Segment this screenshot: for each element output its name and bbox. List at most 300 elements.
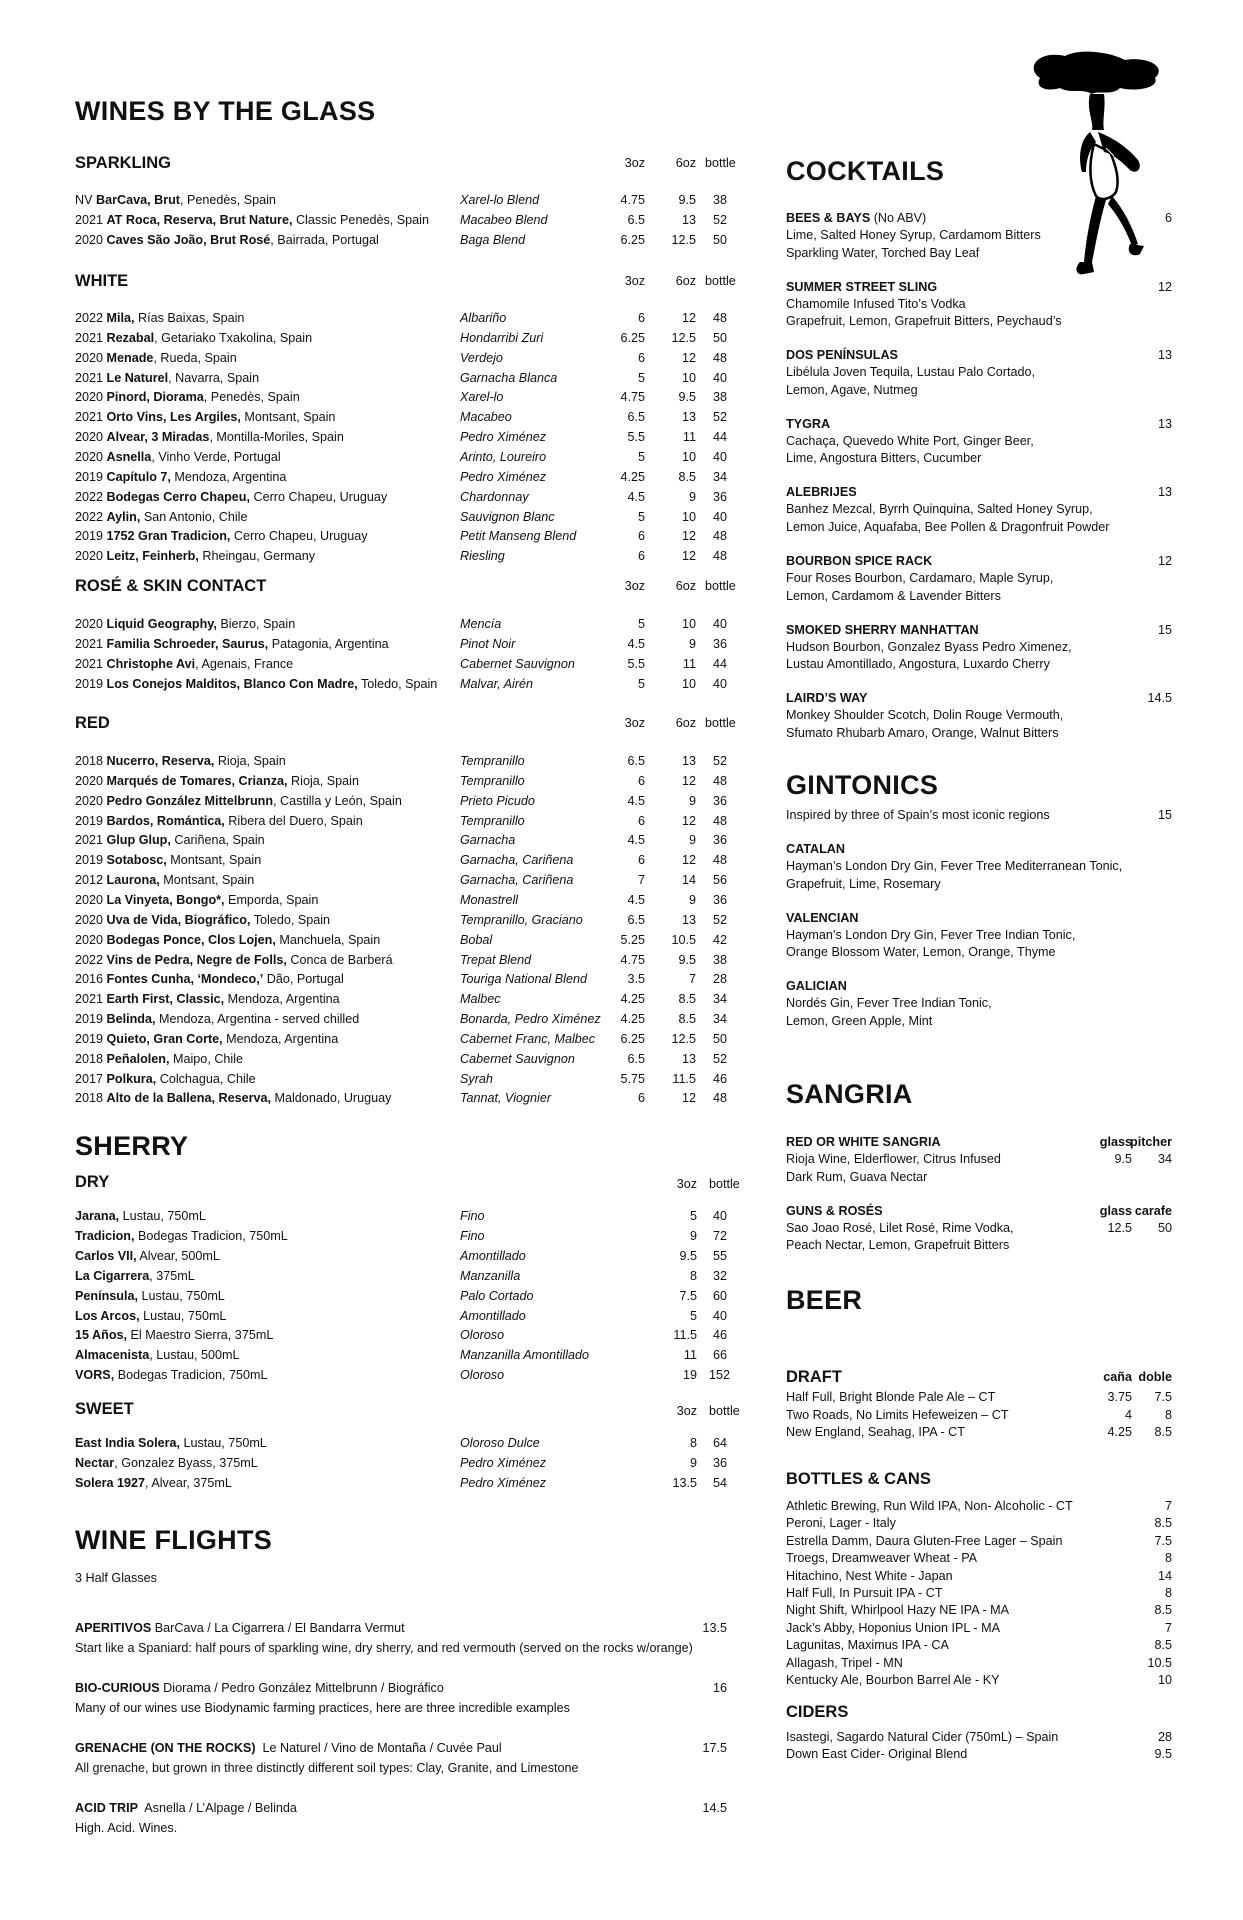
sherry-section-title: SWEET — [75, 1400, 134, 1418]
sherry-price-3oz: 19 — [682, 1368, 697, 1383]
sherry-style: Oloroso — [460, 1368, 505, 1383]
cocktails-title: COCKTAILS — [786, 156, 945, 186]
flight-item — [75, 1798, 727, 1838]
flight-price: 14.5 — [702, 1801, 727, 1815]
sangria-item — [786, 1133, 1172, 1186]
wine-region: Cerro Chapeu, Uruguay — [230, 529, 368, 544]
wine-year: 2020 — [75, 773, 107, 788]
flight-item — [75, 1678, 727, 1718]
wine-producer: Menade — [106, 350, 154, 365]
wine-price: 4.25 — [620, 1012, 645, 1027]
sherry-price-3oz: 8 — [689, 1436, 697, 1450]
cocktail-price: 12 — [1157, 554, 1172, 568]
wine-price: 36 — [712, 793, 727, 808]
sherry-name — [75, 1287, 225, 1305]
draft-title: DRAFT — [786, 1368, 842, 1386]
sherry-style: Amontillado — [460, 1248, 526, 1263]
wine-price: 48 — [712, 773, 727, 788]
sherry-price-3oz: 5 — [689, 1209, 697, 1223]
wine-price: 34 — [712, 1012, 727, 1027]
cocktail-name: BOURBON SPICE RACK — [786, 554, 933, 568]
wine-row — [75, 851, 727, 869]
sherry-label: Península, — [75, 1288, 138, 1303]
wine-price: 48 — [712, 529, 727, 544]
wines-title: WINES BY THE GLASS — [75, 96, 376, 126]
bottle-row — [786, 1549, 1172, 1567]
beer-price-cana: 4.25 — [1107, 1425, 1132, 1439]
wine-year: 2020 — [75, 449, 107, 464]
gintonic-item — [786, 840, 1172, 893]
wine-row — [75, 329, 727, 347]
wine-region: Dão, Portugal — [263, 972, 344, 987]
wine-price: 40 — [712, 676, 727, 691]
wine-price: 6 — [637, 1091, 645, 1106]
wine-section-title: SPARKLING — [75, 154, 171, 172]
beer-price: 8.5 — [1154, 1638, 1172, 1653]
wine-price: 9 — [688, 793, 696, 808]
wine-region: Mendoza, Argentina - served chilled — [155, 1012, 360, 1027]
draft-col-cana: caña — [1103, 1370, 1132, 1384]
sherry-price-3oz: 5 — [689, 1308, 697, 1323]
sangria-ingredients: Sao Joao Rosé, Lilet Rosé, Rime Vodka, — [786, 1220, 1014, 1235]
sherry-producer: Bodegas Tradicion, 750mL — [114, 1368, 268, 1383]
sherry-label: East India Solera, — [75, 1436, 180, 1450]
sherry-price-bottle: 40 — [712, 1209, 727, 1223]
sherry-style: Amontillado — [460, 1308, 526, 1323]
sangria-ingredients: Rioja Wine, Elderflower, Citrus Infused — [786, 1152, 1001, 1166]
column-header-2: bottle — [705, 156, 736, 170]
cocktail-price: 13 — [1157, 348, 1172, 363]
wine-name — [75, 547, 315, 565]
wine-price: 50 — [712, 1031, 727, 1046]
beer-price: 10.5 — [1147, 1655, 1172, 1670]
woman-figure-illustration — [1020, 48, 1170, 283]
sherry-label: Tradicion, — [75, 1228, 135, 1243]
sherry-price-3oz: 9 — [689, 1455, 697, 1470]
beer-name: Kentucky Ale, Bourbon Barrel Ale - KY — [786, 1673, 1000, 1687]
bottle-row — [786, 1514, 1172, 1532]
wine-price: 38 — [712, 390, 727, 405]
wine-grape: Tempranillo, Graciano — [460, 912, 583, 927]
sherry-style: Manzanilla — [460, 1268, 521, 1283]
gintonic-name: GALICIAN — [786, 979, 847, 993]
wine-price: 34 — [712, 992, 727, 1007]
wine-row — [75, 448, 727, 466]
column-header-1: 6oz — [675, 716, 696, 730]
wine-price: 4.25 — [620, 469, 645, 484]
wine-price: 3.5 — [627, 972, 645, 987]
sherry-row — [75, 1207, 727, 1225]
wine-grape: Verdejo — [460, 350, 503, 365]
beer-price: 8.5 — [1154, 1603, 1172, 1618]
wine-price: 5 — [637, 509, 645, 524]
wine-price: 7 — [637, 873, 645, 888]
wine-name — [75, 211, 429, 229]
cocktail-price: 14.5 — [1147, 691, 1172, 706]
wine-price: 6 — [637, 529, 645, 544]
wine-grape: Bobal — [460, 932, 493, 947]
gintonic-name: CATALAN — [786, 842, 845, 856]
wine-price: 12 — [681, 1091, 696, 1106]
wine-price: 13 — [681, 410, 696, 425]
flight-price: 16 — [712, 1681, 727, 1695]
sherry-style: Fino — [460, 1228, 485, 1243]
wine-grape: Macabeo Blend — [460, 212, 548, 227]
wine-grape: Bonarda, Pedro Ximénez — [460, 1012, 601, 1027]
cocktail-note: (No ABV) — [870, 211, 927, 225]
wine-year: 2012 — [75, 873, 107, 888]
wine-name — [75, 488, 387, 506]
wine-name — [75, 448, 281, 466]
flight-item — [75, 1738, 727, 1778]
wine-grape: Pinot Noir — [460, 636, 516, 651]
gintonic-item — [786, 977, 1172, 1030]
wine-region: Montsant, Spain — [240, 410, 336, 425]
sherry-label: Jarana, — [75, 1209, 120, 1223]
wine-producer: Aylin, — [106, 509, 141, 524]
cocktail-ingredients: Lime, Salted Honey Syrup, Cardamom Bitters — [786, 228, 1041, 242]
wine-grape: Prieto Picudo — [460, 793, 535, 808]
wine-column-header — [75, 272, 736, 290]
wine-grape: Malbec — [460, 992, 501, 1007]
wine-region: , Navarra, Spain — [168, 370, 260, 385]
sherry-row — [75, 1227, 727, 1245]
wine-row — [75, 1010, 727, 1028]
wine-price: 12.5 — [671, 232, 696, 247]
wine-price: 50 — [712, 232, 727, 247]
wine-region: , Vinho Verde, Portugal — [151, 449, 281, 464]
wine-name — [75, 1070, 256, 1088]
cocktail-ingredients: Monkey Shoulder Scotch, Dolin Rouge Vermouth, — [786, 708, 1064, 723]
sherry-name — [75, 1454, 258, 1472]
wine-price: 10 — [681, 509, 696, 524]
sherry-name — [75, 1207, 206, 1225]
wine-name — [75, 851, 261, 869]
wine-row — [75, 951, 727, 969]
wine-price: 9.5 — [678, 952, 696, 967]
wine-price: 5.25 — [620, 932, 645, 947]
cocktail-name: SMOKED SHERRY MANHATTAN — [786, 622, 979, 637]
beer-name: Estrella Damm, Daura Gluten-Free Lager – Spain — [786, 1533, 1063, 1548]
wine-region: , Penedès, Spain — [180, 193, 276, 207]
beer-name: Allagash, Tripel - MN — [786, 1655, 903, 1670]
wine-price: 6.5 — [627, 410, 645, 425]
sherry-price-bottle: 66 — [712, 1348, 727, 1363]
cocktail-item — [786, 483, 1172, 536]
cocktail-name: BEES & BAYS — [786, 211, 871, 225]
wine-producer: Rezabal — [106, 330, 155, 345]
cocktail-item — [786, 415, 1172, 468]
wine-price: 5 — [637, 617, 645, 631]
sherry-style: Palo Cortado — [460, 1288, 534, 1303]
sherry-price-3oz: 9.5 — [679, 1248, 697, 1263]
cider-name: Isastegi, Sagardo Natural Cider (750mL) – Spain — [786, 1730, 1059, 1744]
wine-row — [75, 772, 727, 790]
wine-producer: Nucerro, Reserva, — [106, 754, 215, 768]
wine-name — [75, 468, 286, 486]
sherry-style: Pedro Ximénez — [460, 1455, 547, 1470]
wine-price: 4.25 — [620, 992, 645, 1007]
wine-price: 52 — [712, 1051, 727, 1066]
beer-name: Night Shift, Whirlpool Hazy NE IPA - MA — [786, 1603, 1010, 1618]
wine-producer: Alvear, 3 Miradas — [106, 430, 210, 445]
wine-price: 13 — [681, 912, 696, 927]
wine-producer: Orto Vins, Les Argiles, — [106, 410, 241, 425]
sangria-price-2: 34 — [1157, 1152, 1172, 1166]
wine-column-header — [75, 577, 736, 595]
sherry-price-bottle: 55 — [712, 1248, 727, 1263]
cocktail-ingredients: Lemon Juice, Aquafaba, Bee Pollen & Dragonfruit Powder — [786, 519, 1110, 534]
wine-region: Toledo, Spain — [250, 912, 331, 927]
sherry-row — [75, 1454, 727, 1472]
wine-price: 14 — [681, 873, 696, 888]
sherry-price-bottle: 64 — [712, 1436, 727, 1450]
wine-name — [75, 792, 402, 810]
sherry-producer: Lustau, 750mL — [119, 1209, 206, 1223]
wine-region: , Rueda, Spain — [153, 350, 237, 365]
wine-producer: Mila, — [106, 311, 135, 325]
wine-producer: Le Naturel — [106, 370, 169, 385]
wine-year: 2021 — [75, 636, 107, 651]
wine-row — [75, 1070, 727, 1088]
wine-price: 4.5 — [627, 636, 645, 651]
cocktail-item — [786, 278, 1172, 331]
wine-producer: Belinda, — [106, 1012, 156, 1027]
sangria-col2-header: carafe — [1134, 1203, 1172, 1218]
sangria-name: GUNS & ROSÉS — [786, 1203, 883, 1218]
cocktail-ingredients: Lemon, Agave, Nutmeg — [786, 382, 918, 397]
wine-price: 52 — [712, 212, 727, 227]
wine-name — [75, 408, 335, 426]
wine-grape: Monastrell — [460, 892, 519, 907]
wine-price: 11.5 — [672, 1071, 696, 1086]
wine-producer: Capítulo 7, — [106, 469, 171, 484]
wine-region: Cariñena, Spain — [170, 833, 265, 848]
wine-price: 6.25 — [620, 1031, 645, 1046]
cocktail-ingredients: Lemon, Cardamom & Lavender Bitters — [786, 588, 1001, 603]
wine-price: 52 — [712, 410, 727, 425]
wine-producer: La Vinyeta, Bongo*, — [106, 892, 225, 907]
wine-producer: Bodegas Cerro Chapeu, — [106, 489, 250, 504]
wine-grape: Garnacha, Cariñena — [460, 873, 574, 888]
column-header-0: 3oz — [676, 1404, 697, 1418]
wine-producer: Uva de Vida, Biográfico, — [106, 912, 251, 927]
cocktail-ingredients: Chamomile Infused Tito’s Vodka — [786, 296, 966, 311]
wine-name — [75, 831, 265, 849]
column-header-1: bottle — [709, 1177, 740, 1191]
wine-price: 44 — [712, 656, 727, 671]
wine-region: , Agenais, France — [195, 656, 294, 671]
beer-price-cana: 3.75 — [1107, 1390, 1132, 1404]
wine-name — [75, 508, 247, 526]
wine-name — [75, 388, 300, 406]
wine-price: 40 — [712, 370, 727, 385]
wine-year: 2020 — [75, 390, 107, 405]
wine-price: 12 — [681, 311, 696, 325]
wine-name — [75, 1050, 243, 1068]
cocktail-name: LAIRD’S WAY — [786, 691, 868, 706]
wine-section-title: RED — [75, 714, 110, 732]
wine-name — [75, 951, 393, 969]
wine-producer: Leitz, Feinherb, — [106, 549, 199, 564]
draft-row — [786, 1423, 1172, 1441]
wine-section-title: ROSÉ & SKIN CONTACT — [75, 577, 267, 595]
cocktail-name-line — [786, 552, 1172, 570]
sherry-price-bottle: 54 — [712, 1475, 727, 1490]
beer-price: 7.5 — [1154, 1533, 1172, 1548]
draft-col-doble: doble — [1138, 1370, 1172, 1384]
ciders-title: CIDERS — [786, 1703, 849, 1721]
wine-producer: Earth First, Classic, — [106, 992, 225, 1007]
wine-row — [75, 547, 727, 565]
wine-producer: Pedro González Mittelbrunn — [106, 793, 274, 808]
wine-year: 2019 — [75, 469, 107, 484]
sherry-row — [75, 1474, 727, 1492]
wine-year: 2022 — [75, 311, 107, 325]
wine-price: 4.75 — [620, 193, 645, 207]
wine-grape: Albariño — [460, 311, 507, 325]
wine-year: 2019 — [75, 1012, 107, 1027]
draft-row — [786, 1406, 1172, 1424]
cocktail-price: 15 — [1157, 622, 1172, 637]
wine-row — [75, 752, 727, 770]
beer-price: 8.5 — [1154, 1516, 1172, 1531]
wine-grape: Cabernet Sauvignon — [460, 1051, 575, 1066]
wine-region: , Bairrada, Portugal — [270, 232, 379, 247]
flight-description: All grenache, but grown in three distinctly different soil types: Clay, Granite, and Limestone — [75, 1761, 579, 1775]
wine-name — [75, 1030, 338, 1048]
wine-year: 2017 — [75, 1071, 107, 1086]
wine-price: 5 — [637, 370, 645, 385]
wine-price: 10 — [681, 370, 696, 385]
wine-grape: Petit Manseng Blend — [460, 529, 577, 544]
wine-price: 12 — [681, 350, 696, 365]
cocktail-name: ALEBRIJES — [786, 485, 857, 500]
wine-producer: Bardos, Romántica, — [106, 813, 225, 828]
wine-price: 44 — [712, 430, 727, 445]
column-header-0: 3oz — [624, 274, 645, 288]
wine-price: 13 — [681, 754, 696, 768]
sherry-price-bottle: 40 — [712, 1308, 727, 1323]
wine-row — [75, 1089, 727, 1107]
sherry-producer: El Maestro Sierra, 375mL — [127, 1328, 274, 1343]
wine-row — [75, 615, 727, 633]
wine-name — [75, 931, 380, 949]
wine-name — [75, 812, 363, 830]
wine-price: 6.5 — [627, 754, 645, 768]
cocktail-price: 13 — [1157, 485, 1172, 500]
wine-year: 2021 — [75, 410, 107, 425]
gintonics-price: 15 — [1157, 808, 1172, 822]
wine-year: 2021 — [75, 330, 107, 345]
wine-year: 2021 — [75, 212, 107, 227]
wine-row — [75, 211, 727, 229]
sherry-row — [75, 1366, 731, 1384]
wine-region: , Getariako Txakolina, Spain — [154, 330, 313, 345]
wine-year: NV — [75, 193, 96, 207]
sherry-price-bottle: 60 — [712, 1288, 727, 1303]
wine-row — [75, 792, 727, 810]
wine-price: 48 — [712, 549, 727, 564]
wine-price: 56 — [712, 873, 727, 888]
wine-name — [75, 752, 286, 770]
wine-row — [75, 1030, 727, 1048]
flight-name: GRENACHE (ON THE ROCKS) — [75, 1741, 256, 1755]
wine-grape: Pedro Ximénez — [460, 430, 547, 445]
wine-row — [75, 931, 727, 949]
wine-name — [75, 675, 437, 693]
wine-grape: Garnacha — [460, 833, 516, 848]
gintonics-intro — [786, 806, 1172, 824]
beer-price: 7 — [1164, 1499, 1172, 1513]
wine-region: Montsant, Spain — [166, 853, 262, 868]
sherry-producer: Lustau, 750mL — [138, 1288, 225, 1303]
cocktail-item — [786, 621, 1172, 674]
wine-region: Manchuela, Spain — [275, 932, 381, 947]
wine-name — [75, 329, 312, 347]
wine-row — [75, 911, 727, 929]
wine-column-header — [75, 154, 736, 172]
cider-name: Down East Cider- Original Blend — [786, 1747, 968, 1762]
sherry-style: Oloroso — [460, 1328, 505, 1343]
wine-producer: Sotabosc, — [106, 853, 167, 868]
wine-region: , Montilla-Moriles, Spain — [209, 430, 344, 445]
beer-name: Hitachino, Nest White - Japan — [786, 1568, 953, 1583]
cocktail-ingredients: Banhez Mezcal, Byrrh Quinquina, Salted Honey Syrup, — [786, 502, 1093, 517]
flights-subtitle: 3 Half Glasses — [75, 1571, 157, 1585]
wine-year: 2021 — [75, 833, 107, 848]
wine-producer: Christophe Avi — [106, 656, 196, 671]
beer-name: New England, Seahag, IPA - CT — [786, 1425, 965, 1439]
wine-year: 2020 — [75, 617, 107, 631]
beer-name: Lagunitas, Maximus IPA - CA — [786, 1638, 949, 1653]
bottle-row — [786, 1619, 1172, 1637]
wine-grape: Cabernet Sauvignon — [460, 656, 575, 671]
wine-row — [75, 191, 727, 209]
cocktail-ingredients: Sparkling Water, Torched Bay Leaf — [786, 245, 980, 260]
cocktail-ingredients: Lustau Amontillado, Angostura, Luxardo Cherry — [786, 657, 1050, 672]
wine-price: 4.5 — [627, 489, 645, 504]
wine-producer: Liquid Geography, — [106, 617, 217, 631]
flight-line — [75, 1618, 727, 1638]
wine-producer: AT Roca, Reserva, Brut Nature, — [106, 212, 293, 227]
cider-row — [786, 1745, 1172, 1763]
wine-year: 2020 — [75, 350, 107, 365]
wine-price: 4.5 — [627, 793, 645, 808]
flight-description: Start like a Spaniard: half pours of sparkling wine, dry sherry, and red vermouth (served on the rocks w/orange) — [75, 1641, 693, 1655]
beer-price-doble: 7.5 — [1154, 1390, 1172, 1404]
wine-price: 4.75 — [620, 952, 645, 967]
cocktail-ingredients: Four Roses Bourbon, Cardamaro, Maple Syrup, — [786, 571, 1054, 585]
wine-producer: Asnella — [106, 449, 152, 464]
bottles-title: BOTTLES & CANS — [786, 1470, 931, 1488]
wine-price: 4.75 — [620, 390, 645, 405]
wine-year: 2020 — [75, 430, 107, 445]
wine-region: Maldonado, Uruguay — [271, 1091, 392, 1106]
wine-year: 2020 — [75, 232, 107, 247]
wine-price: 13 — [681, 1051, 696, 1066]
draft-row — [786, 1388, 1172, 1406]
beer-price-cana: 4 — [1124, 1407, 1132, 1422]
wine-region: Montsant, Spain — [159, 873, 255, 888]
wine-price: 36 — [712, 489, 727, 504]
wine-grape: Riesling — [460, 549, 505, 564]
cocktail-item — [786, 552, 1172, 605]
flight-line — [75, 1738, 727, 1758]
beer-price: 10 — [1157, 1673, 1172, 1687]
wine-year: 2021 — [75, 370, 107, 385]
wine-year: 2018 — [75, 1091, 107, 1106]
